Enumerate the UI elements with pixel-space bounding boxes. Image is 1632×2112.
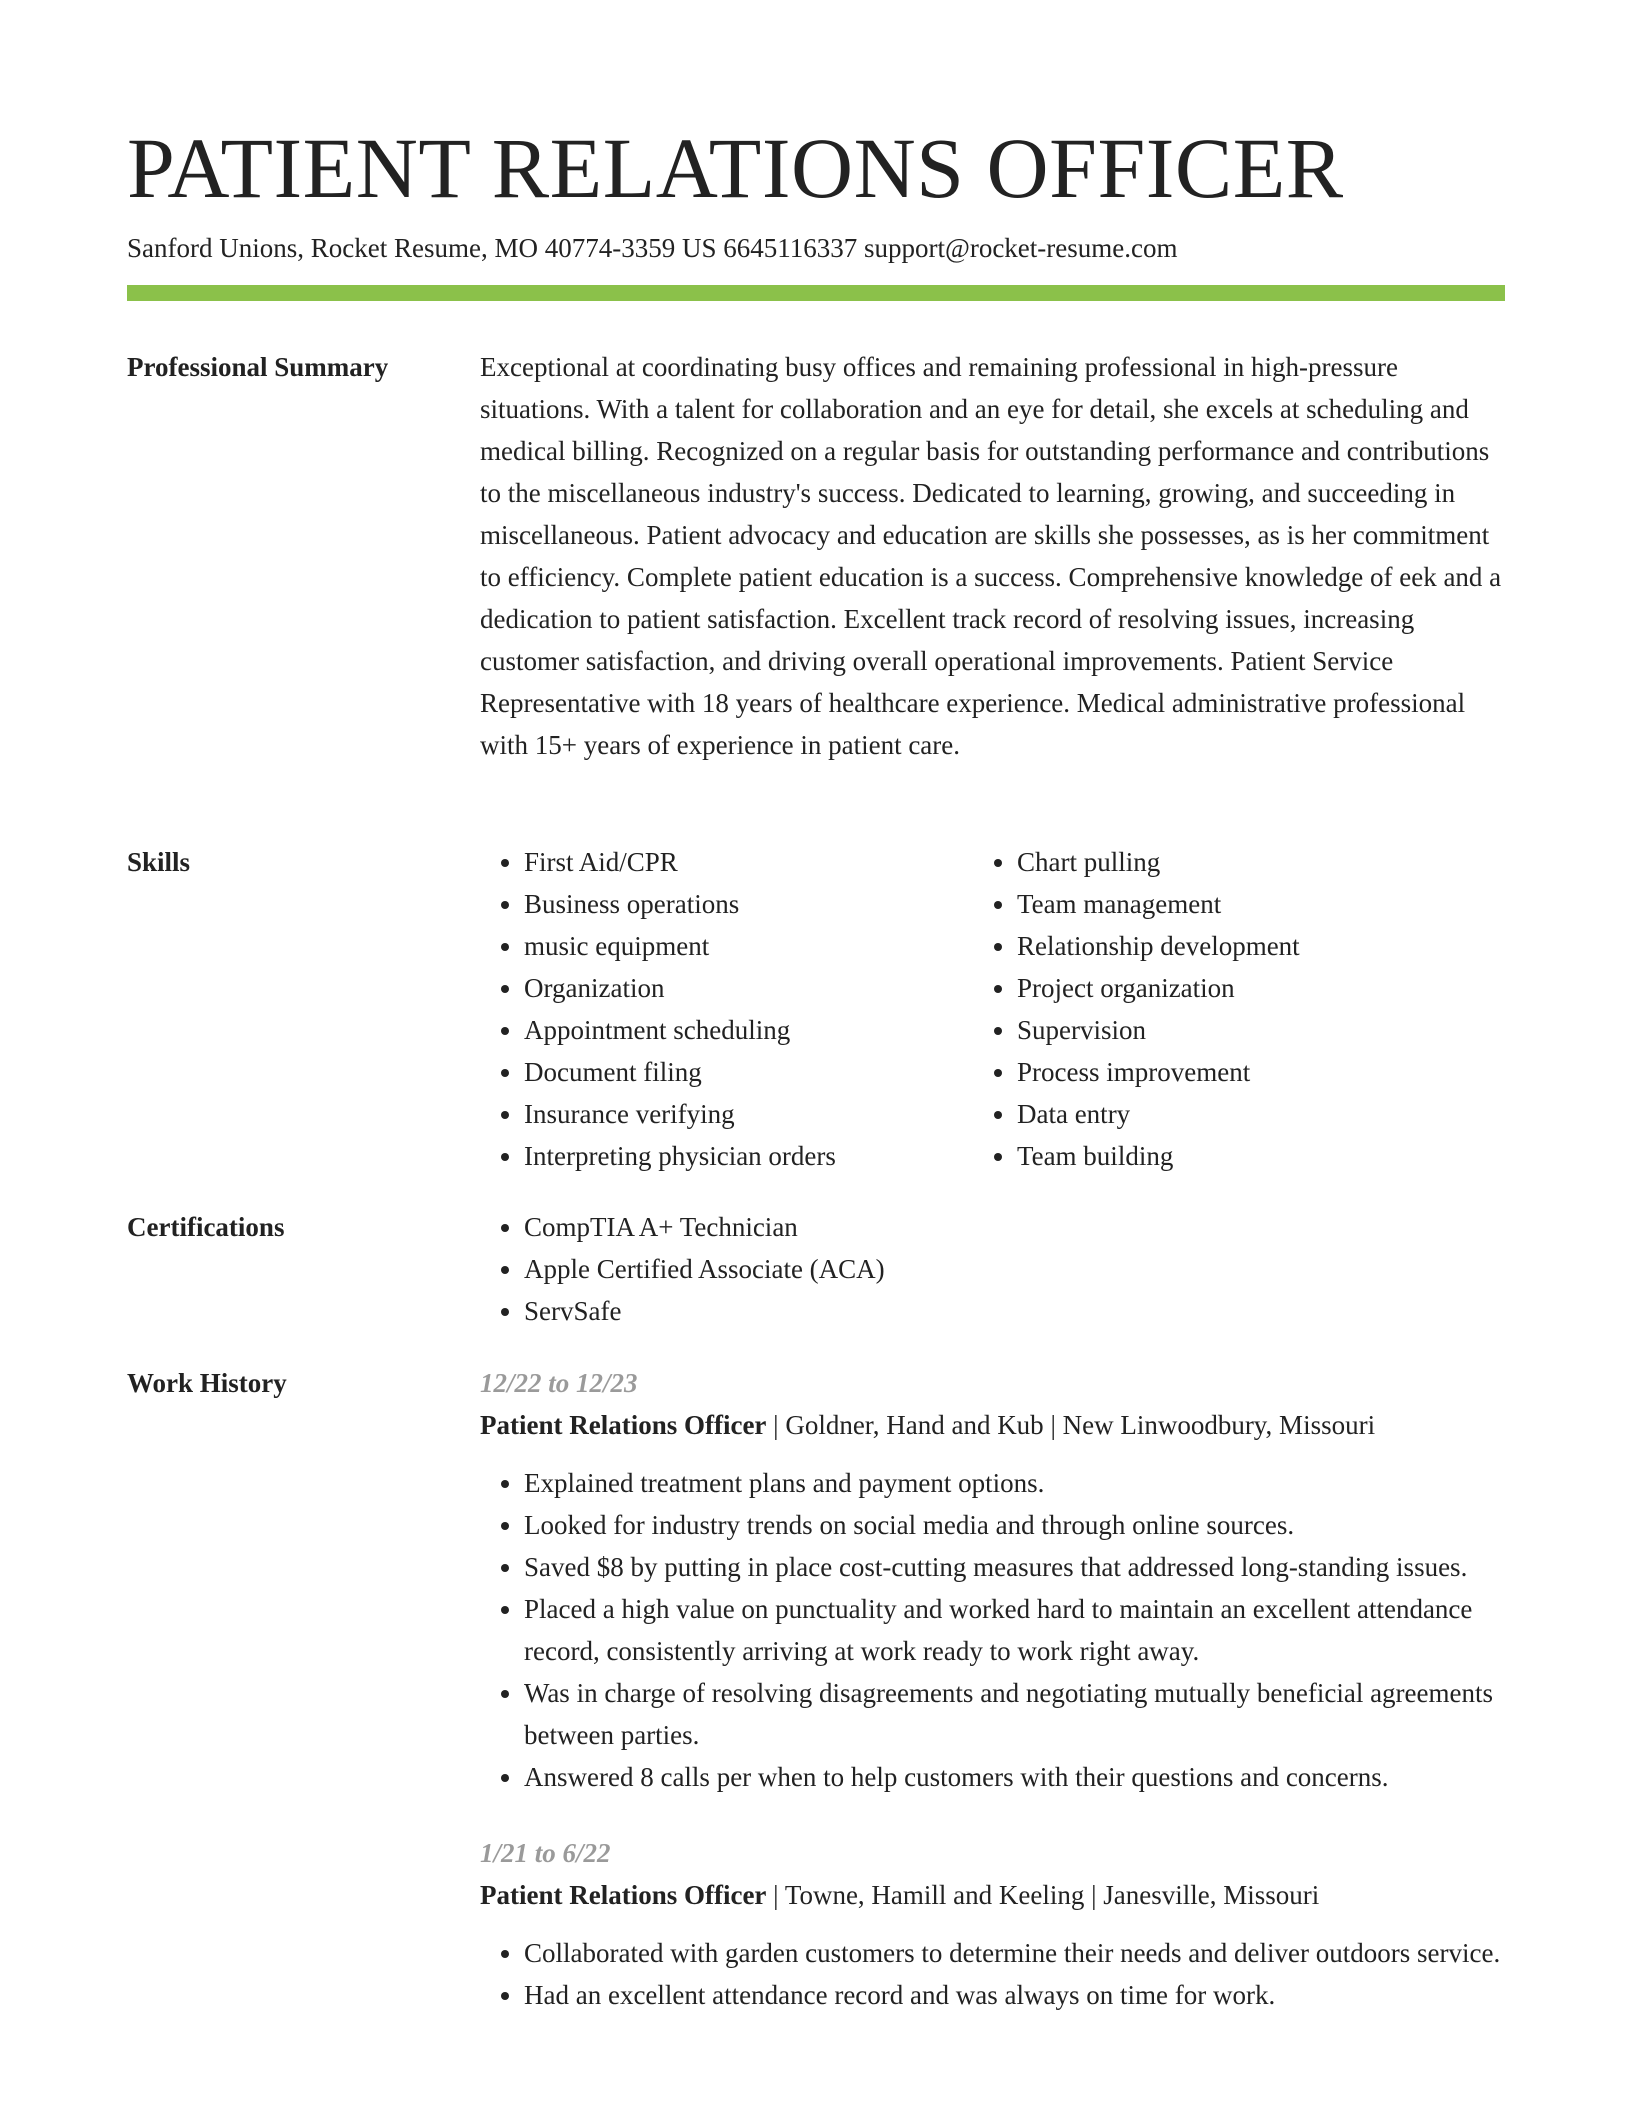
job-bullets bbox=[480, 1462, 1505, 1798]
job-bullet: • Was in charge of resolving disagreements and negotiating mutually beneficial agreements between parties. bbox=[524, 1672, 1505, 1756]
skills-column-1 bbox=[480, 841, 973, 1177]
contact-line bbox=[127, 230, 1178, 266]
summary-text: Exceptional at coordinating busy offices and remaining professional in high-pressure situations. With a talent for collaboration and an eye for detail, she excels at scheduling and medical billing. Recognized on a regular basis for outstanding performance and contributions to the miscellaneous industry's success. Dedicated to learning, growing, and succeeding in miscellaneous. Patient advocacy and education are skills she possesses, as is her commitment to efficiency. Complete patient education is a success. Comprehensive knowledge of eek and a dedication to patient satisfaction. Excellent track record of resolving issues, increasing customer satisfaction, and driving overall operational improvements. Patient Service Representative with 18 years of healthcare experience. Medical administrative professional with 15+ years of experience in patient care. bbox=[480, 352, 1502, 760]
job-header: Patient Relations Officer | Goldner, Hand and Kub | New Linwoodbury, Missouri bbox=[480, 1410, 1376, 1440]
skills-body bbox=[480, 841, 1505, 1177]
resume-title: PATIENT RELATIONS OFFICER bbox=[127, 120, 1344, 216]
job-header: Patient Relations Officer | Towne, Hamill and Keeling | Janesville, Missouri bbox=[480, 1880, 1320, 1910]
job-bullet: • Had an excellent attendance record and was always on time for work. bbox=[524, 1974, 1505, 2016]
job-bullet: • Explained treatment plans and payment options. bbox=[524, 1462, 1505, 1504]
skill-item: • Interpreting physician orders bbox=[524, 1135, 973, 1177]
work-history-heading: Work History bbox=[127, 1368, 287, 1398]
contact-email: support@rocket-resume.com bbox=[863, 233, 1178, 263]
job-title: Patient Relations Officer bbox=[480, 1410, 767, 1440]
job-location: Janesville, Missouri bbox=[1103, 1880, 1320, 1910]
job-bullets bbox=[480, 1932, 1505, 2016]
contact-address: Sanford Unions, Rocket Resume, MO 40774-3359 US bbox=[127, 233, 717, 263]
skill-item: • Supervision bbox=[1017, 1009, 1505, 1051]
certifications-body bbox=[480, 1206, 1505, 1332]
job-company: Towne, Hamill and Keeling bbox=[784, 1880, 1085, 1910]
job-title: Patient Relations Officer bbox=[480, 1880, 767, 1910]
skill-item: • Relationship development bbox=[1017, 925, 1505, 967]
job-bullet: • Saved $8 by putting in place cost-cutting measures that addressed long-standing issues. bbox=[524, 1546, 1505, 1588]
skill-item: • Team building bbox=[1017, 1135, 1505, 1177]
job-company: Goldner, Hand and Kub bbox=[785, 1410, 1044, 1440]
skill-item: • Appointment scheduling bbox=[524, 1009, 973, 1051]
certifications-heading: Certifications bbox=[127, 1212, 285, 1242]
job-bullet: • Answered 8 calls per when to help customers with their questions and concerns. bbox=[524, 1756, 1505, 1798]
certification-item: • ServSafe bbox=[524, 1290, 1505, 1332]
skill-item: • Project organization bbox=[1017, 967, 1505, 1009]
header-divider bbox=[127, 285, 1505, 301]
certifications-list bbox=[480, 1206, 1505, 1332]
skills-column-2 bbox=[973, 841, 1505, 1177]
job-bullet: • Collaborated with garden customers to determine their needs and deliver outdoors service. bbox=[524, 1932, 1505, 1974]
summary-heading: Professional Summary bbox=[127, 352, 389, 382]
skill-item: • Business operations bbox=[524, 883, 973, 925]
skill-item: • Organization bbox=[524, 967, 973, 1009]
contact-phone: 6645116337 bbox=[723, 233, 858, 263]
job-entry bbox=[480, 1362, 1505, 1798]
job-bullet: • Placed a high value on punctuality and worked hard to maintain an excellent attendance record, consistently arriving at work ready to work right away. bbox=[524, 1588, 1505, 1672]
certification-item: • Apple Certified Associate (ACA) bbox=[524, 1248, 1505, 1290]
summary-body bbox=[480, 346, 1505, 766]
skill-item: • Chart pulling bbox=[1017, 841, 1505, 883]
work-history-body bbox=[480, 1362, 1505, 2016]
job-location: New Linwoodbury, Missouri bbox=[1062, 1410, 1376, 1440]
skill-item: • Document filing bbox=[524, 1051, 973, 1093]
certification-item: • CompTIA A+ Technician bbox=[524, 1206, 1505, 1248]
job-dates: 1/21 to 6/22 bbox=[480, 1838, 611, 1868]
job-bullet: • Looked for industry trends on social media and through online sources. bbox=[524, 1504, 1505, 1546]
skill-item: • music equipment bbox=[524, 925, 973, 967]
skill-item: • Process improvement bbox=[1017, 1051, 1505, 1093]
job-entry bbox=[480, 1832, 1505, 2016]
skill-item: • Data entry bbox=[1017, 1093, 1505, 1135]
job-dates: 12/22 to 12/23 bbox=[480, 1368, 638, 1398]
skill-item: • First Aid/CPR bbox=[524, 841, 973, 883]
skill-item: • Team management bbox=[1017, 883, 1505, 925]
skill-item: • Insurance verifying bbox=[524, 1093, 973, 1135]
skills-heading: Skills bbox=[127, 847, 191, 877]
